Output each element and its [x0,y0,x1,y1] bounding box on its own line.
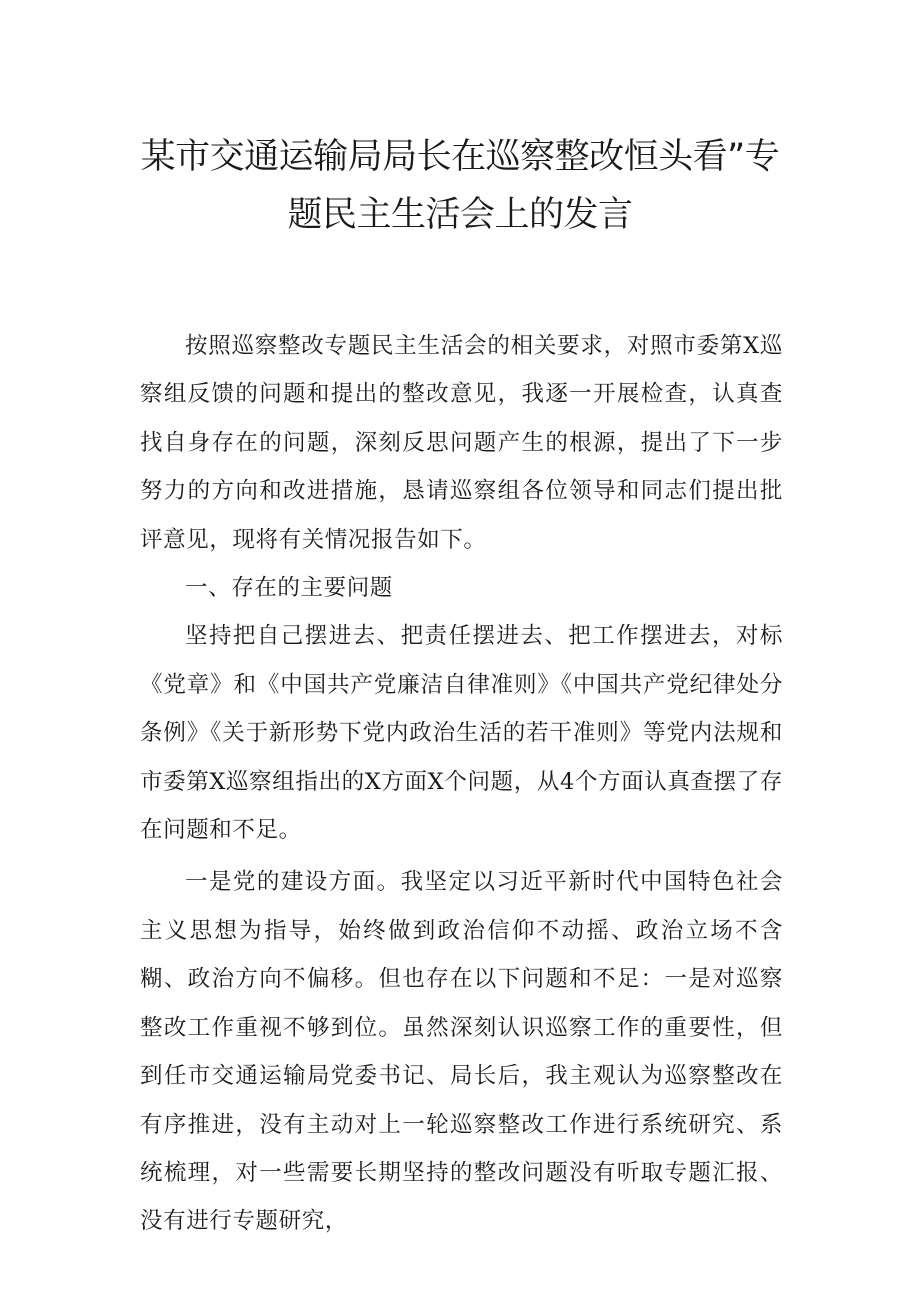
section-heading-problems: 一、存在的主要问题 [185,575,393,602]
title-line-2: 题民主生活会上的发言 [287,195,633,235]
document-body [140,322,783,1246]
party-building-paragraph: 一是党的建设方面。我坚定以习近平新时代中国特色社会主义思想为指导，始终做到政治信仰不动摇、政治立场不含糊、政治方向不偏移。但也存在以下问题和不足：一是对巡察整改工作重视不够到位。虽然深刻认识巡察工作的重要性，但到任市交通运输局党委书记、局长后，我主观认为巡察整改在有序推进，没有主动对上一轮巡察整改工作进行系统研究、系统梳理，对一些需要长期坚持的整改问题没有听取专题汇报、没有进行专题研究， [140,869,783,1235]
title-line-1: 某市交通运输局局长在巡察整改恒头看”专 [140,137,780,177]
document-title [140,128,780,244]
section-1-paragraph: 坚持把自己摆进去、把责任摆进去、把工作摆进去，对标《党章》和《中国共产党廉洁自律准则》《中国共产党纪律处分条例》《关于新形势下党内政治生活的若干准则》等党内法规和市委第X巡察组指出的X方面X个问题，从4个方面认真查摆了存在问题和不足。 [140,623,783,844]
intro-paragraph: 按照巡察整改专题民主生活会的相关要求，对照市委第X巡察组反馈的问题和提出的整改意见，我逐一开展检查，认真查找自身存在的问题，深刻反思问题产生的根源，提出了下一步努力的方向和改进措施，恳请巡察组各位领导和同志们提出批评意见，现将有关情况报告如下。 [140,333,783,553]
